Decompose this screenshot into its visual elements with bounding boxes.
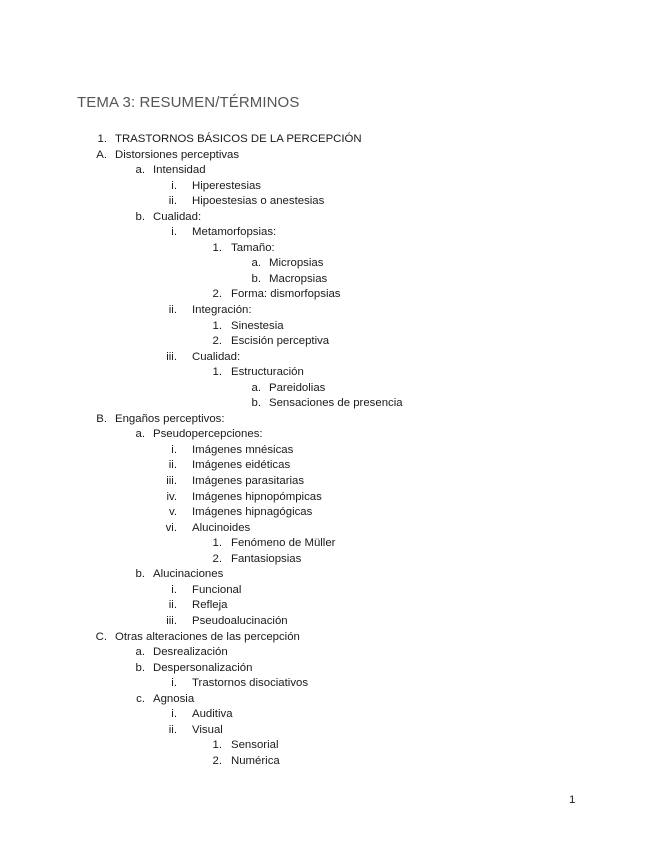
- outline-item: [0, 179, 655, 195]
- outline-item: [0, 350, 655, 366]
- outline-text: Intensidad: [153, 164, 206, 177]
- outline-text: Imágenes hipnopómpicas: [192, 490, 322, 503]
- outline-marker: a.: [251, 381, 261, 394]
- outline-marker: v.: [168, 506, 177, 519]
- outline-text: Cualidad:: [192, 350, 241, 363]
- outline-marker: 2.: [212, 754, 222, 767]
- outline-marker: b.: [135, 568, 145, 581]
- outline-item: [0, 225, 655, 241]
- outline-item: [0, 474, 655, 490]
- outline-item: [0, 458, 655, 474]
- outline-item: [0, 536, 655, 552]
- outline-text: Pseudoalucinación: [192, 614, 288, 627]
- outline-item: [0, 583, 655, 599]
- outline-item: [0, 241, 655, 257]
- outline-text: Desrealización: [153, 646, 228, 659]
- outline-marker: vi.: [165, 521, 177, 534]
- outline-text: Imágenes mnésicas: [192, 443, 294, 456]
- outline-text: Fenómeno de Müller: [231, 537, 336, 550]
- outline-marker: A.: [96, 148, 107, 161]
- outline-marker: i.: [171, 677, 177, 690]
- outline-marker: iv.: [166, 490, 177, 503]
- outline-text: Trastornos disociativos: [192, 677, 309, 690]
- outline-item: [0, 692, 655, 708]
- outline-list: [0, 132, 655, 769]
- outline-text: Hipoestesias o anestesias: [192, 195, 325, 208]
- outline-marker: 2.: [212, 552, 222, 565]
- outline-text: Agnosia: [153, 692, 195, 705]
- outline-marker: ii.: [168, 459, 177, 472]
- outline-marker: a.: [251, 257, 261, 270]
- outline-marker: iii.: [166, 350, 177, 363]
- outline-item: [0, 676, 655, 692]
- outline-text: Refleja: [192, 599, 228, 612]
- outline-marker: i.: [171, 226, 177, 239]
- outline-text: TRASTORNOS BÁSICOS DE LA PERCEPCIÓN: [115, 133, 362, 145]
- outline-text: Estructuración: [231, 366, 304, 379]
- outline-item: [0, 754, 655, 770]
- outline-marker: 1.: [212, 537, 222, 550]
- outline-text: Auditiva: [192, 708, 233, 721]
- outline-marker: i.: [171, 708, 177, 721]
- outline-text: Funcional: [192, 583, 242, 596]
- outline-marker: 1.: [212, 319, 222, 332]
- page-number: 1: [569, 794, 576, 806]
- outline-item: [0, 365, 655, 381]
- outline-text: Fantasiopsias: [231, 552, 302, 565]
- outline-item: [0, 303, 655, 319]
- outline-item: [0, 645, 655, 661]
- outline-item: [0, 148, 655, 164]
- outline-item: [0, 287, 655, 303]
- outline-item: [0, 723, 655, 739]
- outline-text: Metamorfopsias:: [192, 226, 277, 239]
- outline-item: [0, 661, 655, 677]
- outline-marker: a.: [135, 428, 145, 441]
- outline-item: [0, 163, 655, 179]
- outline-text: Numérica: [231, 754, 280, 767]
- outline-text: Forma: dismorfopsias: [231, 288, 341, 301]
- outline-marker: a.: [135, 646, 145, 659]
- outline-item: [0, 194, 655, 210]
- outline-item: [0, 272, 655, 288]
- outline-marker: ii.: [168, 195, 177, 208]
- page-title: TEMA 3: RESUMEN/TÉRMINOS: [77, 94, 300, 111]
- outline-marker: i.: [171, 583, 177, 596]
- outline-item: [0, 427, 655, 443]
- outline-item: [0, 567, 655, 583]
- outline-item: [0, 707, 655, 723]
- outline-item: [0, 552, 655, 568]
- outline-text: Despersonalización: [153, 661, 253, 674]
- outline-text: Hiperestesias: [192, 179, 262, 192]
- outline-text: Integración:: [192, 304, 252, 317]
- outline-item: [0, 505, 655, 521]
- outline-marker: c.: [136, 692, 145, 705]
- outline-text: Imágenes hipnagógicas: [192, 506, 313, 519]
- outline-item: [0, 521, 655, 537]
- outline-marker: 1.: [97, 133, 107, 145]
- outline-marker: C.: [95, 630, 107, 643]
- outline-text: Alucinaciones: [153, 568, 224, 581]
- outline-text: Alucinoides: [192, 521, 251, 534]
- outline-marker: i.: [171, 179, 177, 192]
- outline-marker: b.: [135, 210, 145, 223]
- outline-item: [0, 490, 655, 506]
- outline-item: [0, 614, 655, 630]
- outline-item: [0, 132, 655, 148]
- outline-text: Pareidolias: [269, 381, 326, 394]
- outline-marker: b.: [251, 397, 261, 410]
- outline-text: Imágenes parasitarias: [192, 475, 305, 488]
- outline-item: [0, 256, 655, 272]
- outline-marker: i.: [171, 443, 177, 456]
- outline-item: [0, 630, 655, 646]
- outline-text: Sinestesia: [231, 319, 284, 332]
- outline-item: [0, 210, 655, 226]
- outline-item: [0, 738, 655, 754]
- outline-marker: a.: [135, 164, 145, 177]
- outline-item: [0, 319, 655, 335]
- outline-text: Visual: [192, 723, 223, 736]
- outline-text: Sensorial: [231, 739, 279, 752]
- outline-marker: B.: [96, 412, 107, 425]
- outline-marker: ii.: [168, 304, 177, 317]
- outline-item: [0, 412, 655, 428]
- outline-text: Engaños perceptivos:: [115, 412, 225, 425]
- outline-marker: iii.: [166, 475, 177, 488]
- outline-text: Otras alteraciones de las percepción: [115, 630, 300, 643]
- outline-text: Cualidad:: [153, 210, 202, 223]
- outline-text: Micropsias: [269, 257, 324, 270]
- outline-marker: 1.: [212, 739, 222, 752]
- outline-marker: iii.: [166, 614, 177, 627]
- outline-item: [0, 443, 655, 459]
- outline-marker: ii.: [168, 599, 177, 612]
- outline-text: Escisión perceptiva: [231, 335, 330, 348]
- outline-marker: 1.: [212, 366, 222, 379]
- outline-item: [0, 396, 655, 412]
- outline-text: Distorsiones perceptivas: [115, 148, 240, 161]
- outline-item: [0, 381, 655, 397]
- outline-marker: b.: [135, 661, 145, 674]
- outline-text: Sensaciones de presencia: [269, 397, 403, 410]
- outline-marker: 2.: [212, 335, 222, 348]
- outline-text: Pseudopercepciones:: [153, 428, 263, 441]
- outline-text: Macropsias: [269, 272, 328, 285]
- outline-marker: 2.: [212, 288, 222, 301]
- outline-marker: 1.: [212, 241, 222, 254]
- outline-item: [0, 334, 655, 350]
- outline-text: Imágenes eidéticas: [192, 459, 291, 472]
- outline-text: Tamaño:: [231, 241, 275, 254]
- outline-marker: ii.: [168, 723, 177, 736]
- outline-marker: b.: [251, 272, 261, 285]
- outline-item: [0, 598, 655, 614]
